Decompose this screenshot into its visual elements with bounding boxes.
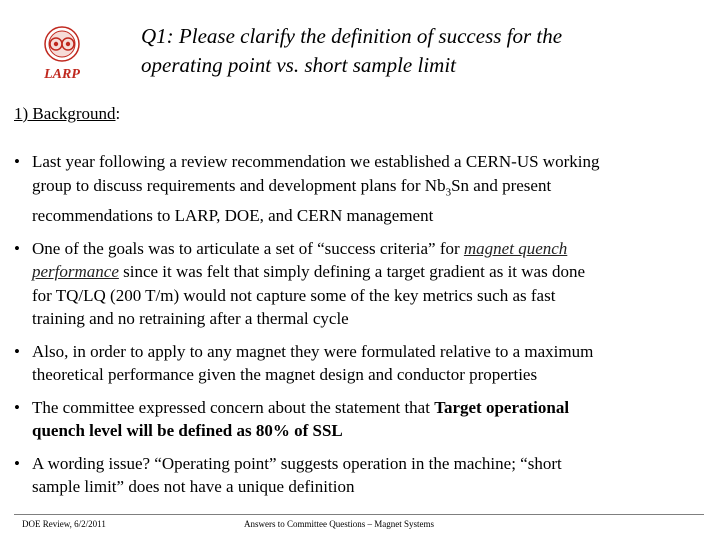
bullet-dot: • <box>14 341 20 361</box>
title-line-1: Q1: Please clarify the definition of success for the <box>141 24 563 48</box>
bullet-text-part: The committee expressed concern about the statement that <box>32 397 435 417</box>
bullet-dot: • <box>14 397 20 417</box>
larp-logo <box>37 22 87 86</box>
bullet-dot: • <box>14 238 20 258</box>
bold-text: quench level will be defined as 80% of SSL <box>32 421 343 441</box>
bullet-text <box>32 260 704 284</box>
emphasis-text: performance <box>32 262 119 282</box>
bullet-text <box>32 419 704 443</box>
subscript: 3 <box>445 185 452 198</box>
bullet-text <box>32 237 704 261</box>
bullet-text: A wording issue? “Operating point” suggests operation in the machine; “short <box>32 453 562 473</box>
bullet-text-part: since it was felt that simply defining a target gradient as it was done <box>118 262 585 282</box>
larp-logo-text: LARP <box>44 67 80 82</box>
footer-divider <box>14 514 704 515</box>
bullet-item <box>14 396 704 443</box>
section-suffix: : <box>115 104 121 123</box>
bullet-text: training and no retraining after a thermal cycle <box>32 309 349 329</box>
bullet-item <box>14 452 704 499</box>
bullet-item <box>14 340 704 387</box>
bullet-text-part: Sn and present <box>451 175 552 195</box>
bullet-text: recommendations to LARP, DOE, and CERN management <box>32 206 434 226</box>
bullet-text: Also, in order to apply to any magnet they were formulated relative to a maximum <box>32 341 594 361</box>
title-line-2: operating point vs. short sample limit <box>141 53 456 77</box>
footer-title: Answers to Committee Questions – Magnet Systems <box>244 519 434 529</box>
bullet-text <box>32 396 704 420</box>
bullet-list <box>14 150 704 508</box>
footer-date: DOE Review, 6/2/2011 <box>22 519 106 529</box>
section-label: 1) Background <box>14 104 116 123</box>
bullet-dot: • <box>14 152 20 171</box>
bullet-text <box>32 174 704 205</box>
section-heading <box>14 104 120 124</box>
bold-text: Target operational <box>434 397 570 417</box>
bullet-text: theoretical performance given the magnet design and conductor properties <box>32 365 538 385</box>
bullet-text: sample limit” does not have a unique definition <box>32 477 355 497</box>
larp-logo-icon <box>37 22 87 86</box>
slide-title <box>141 22 701 80</box>
bullet-item <box>14 237 704 331</box>
emphasis-text: magnet quench <box>463 238 568 258</box>
bullet-dot: • <box>14 453 20 473</box>
bullet-item <box>14 150 704 228</box>
bullet-text-part: One of the goals was to articulate a set of “success criteria” for <box>32 238 464 258</box>
bullet-text: Last year following a review recommendation we established a CERN-US working <box>32 152 600 171</box>
bullet-text-part: group to discuss requirements and development plans for Nb <box>32 175 446 195</box>
bullet-text: for TQ/LQ (200 T/m) would not capture some of the key metrics such as fast <box>32 285 556 305</box>
